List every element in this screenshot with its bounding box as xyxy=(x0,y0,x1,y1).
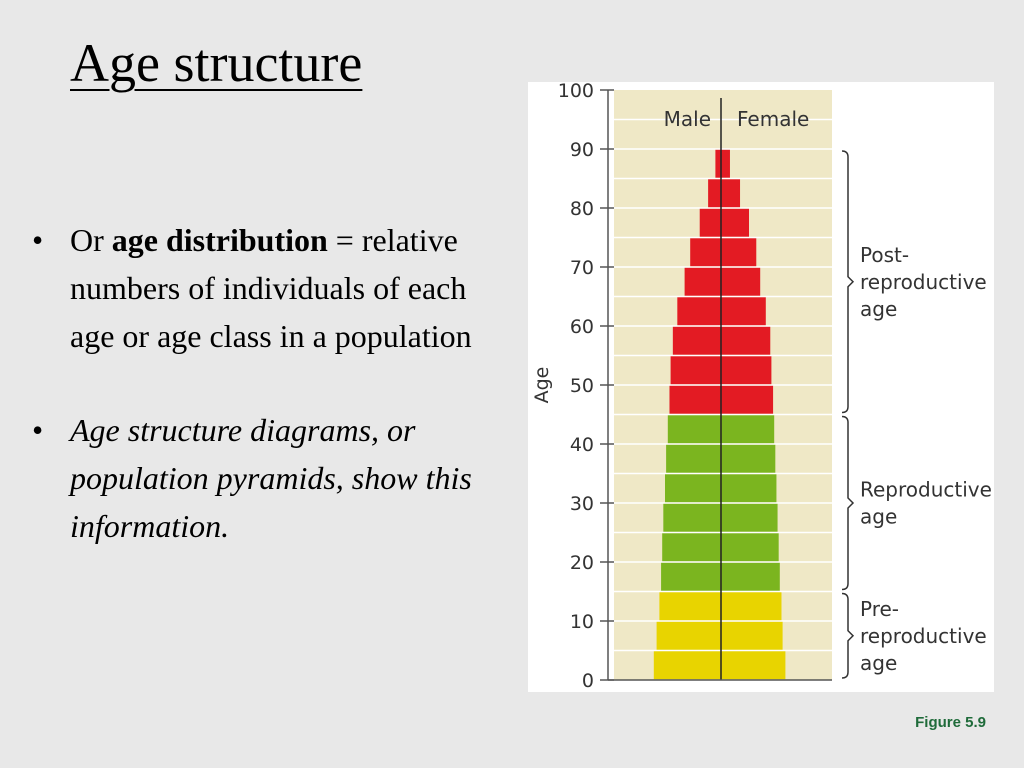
bar-female-60 xyxy=(721,297,766,325)
bullet-item-definition xyxy=(28,216,498,360)
bracket-label-pre-0: Pre- xyxy=(860,596,900,621)
y-tick-label-70: 70 xyxy=(569,257,594,279)
bar-male-25 xyxy=(663,504,721,532)
figure-caption: Figure 5.9 xyxy=(915,714,986,731)
bracket-label-reproductive-0: Reproductive xyxy=(860,477,992,502)
bar-male-10 xyxy=(659,592,721,620)
bar-female-45 xyxy=(721,386,773,414)
slide-title: Age structure xyxy=(70,33,363,93)
y-tick-label-90: 90 xyxy=(569,139,594,161)
bar-female-70 xyxy=(721,238,756,266)
bar-male-80 xyxy=(708,179,721,207)
series-header-female: Female xyxy=(737,107,810,131)
bracket-pre xyxy=(842,594,853,679)
bullet2-text: Age structure diagrams, or population pyramids, show this information. xyxy=(70,412,472,544)
bar-male-0 xyxy=(654,651,721,679)
bar-female-25 xyxy=(721,504,778,532)
bar-male-50 xyxy=(671,356,721,384)
bar-female-20 xyxy=(721,533,779,561)
bar-male-70 xyxy=(690,238,721,266)
population-pyramid-chart xyxy=(528,82,994,692)
y-tick-label-100: 100 xyxy=(557,82,594,102)
bar-female-15 xyxy=(721,563,780,591)
series-header-male: Male xyxy=(663,107,711,131)
bar-male-20 xyxy=(662,533,721,561)
bullet-dot-icon: • xyxy=(32,412,44,448)
bracket-reproductive xyxy=(842,417,853,590)
bar-female-65 xyxy=(721,268,760,296)
bar-male-5 xyxy=(657,622,721,650)
y-tick-label-40: 40 xyxy=(569,434,594,456)
bracket-label-post-0: Post- xyxy=(860,242,910,267)
y-tick-label-80: 80 xyxy=(569,198,594,220)
bar-female-85 xyxy=(721,150,730,178)
y-tick-label-10: 10 xyxy=(569,611,594,633)
bar-male-35 xyxy=(666,445,721,473)
bar-male-40 xyxy=(668,415,721,443)
bracket-label-pre-2: age xyxy=(860,650,898,675)
bar-male-75 xyxy=(700,209,721,237)
bullet1-lead: Or xyxy=(70,222,112,258)
bullet1-bold-term: age distribution xyxy=(111,222,328,258)
bullet-item-diagrams xyxy=(28,406,498,550)
bar-female-55 xyxy=(721,327,770,355)
bar-male-55 xyxy=(673,327,721,355)
population-pyramid-figure xyxy=(528,82,994,692)
bullet-dot-icon: • xyxy=(32,222,44,258)
bracket-label-reproductive-1: age xyxy=(860,504,898,529)
bracket-label-post-1: reproductive xyxy=(860,269,987,294)
bar-male-85 xyxy=(715,150,721,178)
bracket-label-pre-1: reproductive xyxy=(860,623,987,648)
bullet-list xyxy=(28,216,498,596)
bar-female-50 xyxy=(721,356,771,384)
bar-female-35 xyxy=(721,445,775,473)
y-tick-label-50: 50 xyxy=(569,375,594,397)
y-tick-label-60: 60 xyxy=(569,316,594,338)
bar-female-5 xyxy=(721,622,783,650)
bar-female-40 xyxy=(721,415,774,443)
y-axis-label: Age xyxy=(531,366,553,404)
bracket-post xyxy=(842,151,853,413)
bar-female-30 xyxy=(721,474,776,502)
bar-male-45 xyxy=(669,386,721,414)
bar-male-30 xyxy=(665,474,721,502)
bar-male-65 xyxy=(685,268,721,296)
bar-male-15 xyxy=(661,563,721,591)
bracket-label-post-2: age xyxy=(860,296,898,321)
bar-female-75 xyxy=(721,209,749,237)
bar-male-60 xyxy=(677,297,721,325)
bar-female-10 xyxy=(721,592,781,620)
bar-female-0 xyxy=(721,651,785,679)
y-tick-label-0: 0 xyxy=(581,670,594,692)
bar-female-80 xyxy=(721,179,740,207)
y-tick-label-20: 20 xyxy=(569,552,594,574)
y-tick-label-30: 30 xyxy=(569,493,594,515)
bullet1-rest: = relative numbers of individuals of each age or age class in a population xyxy=(70,222,472,354)
